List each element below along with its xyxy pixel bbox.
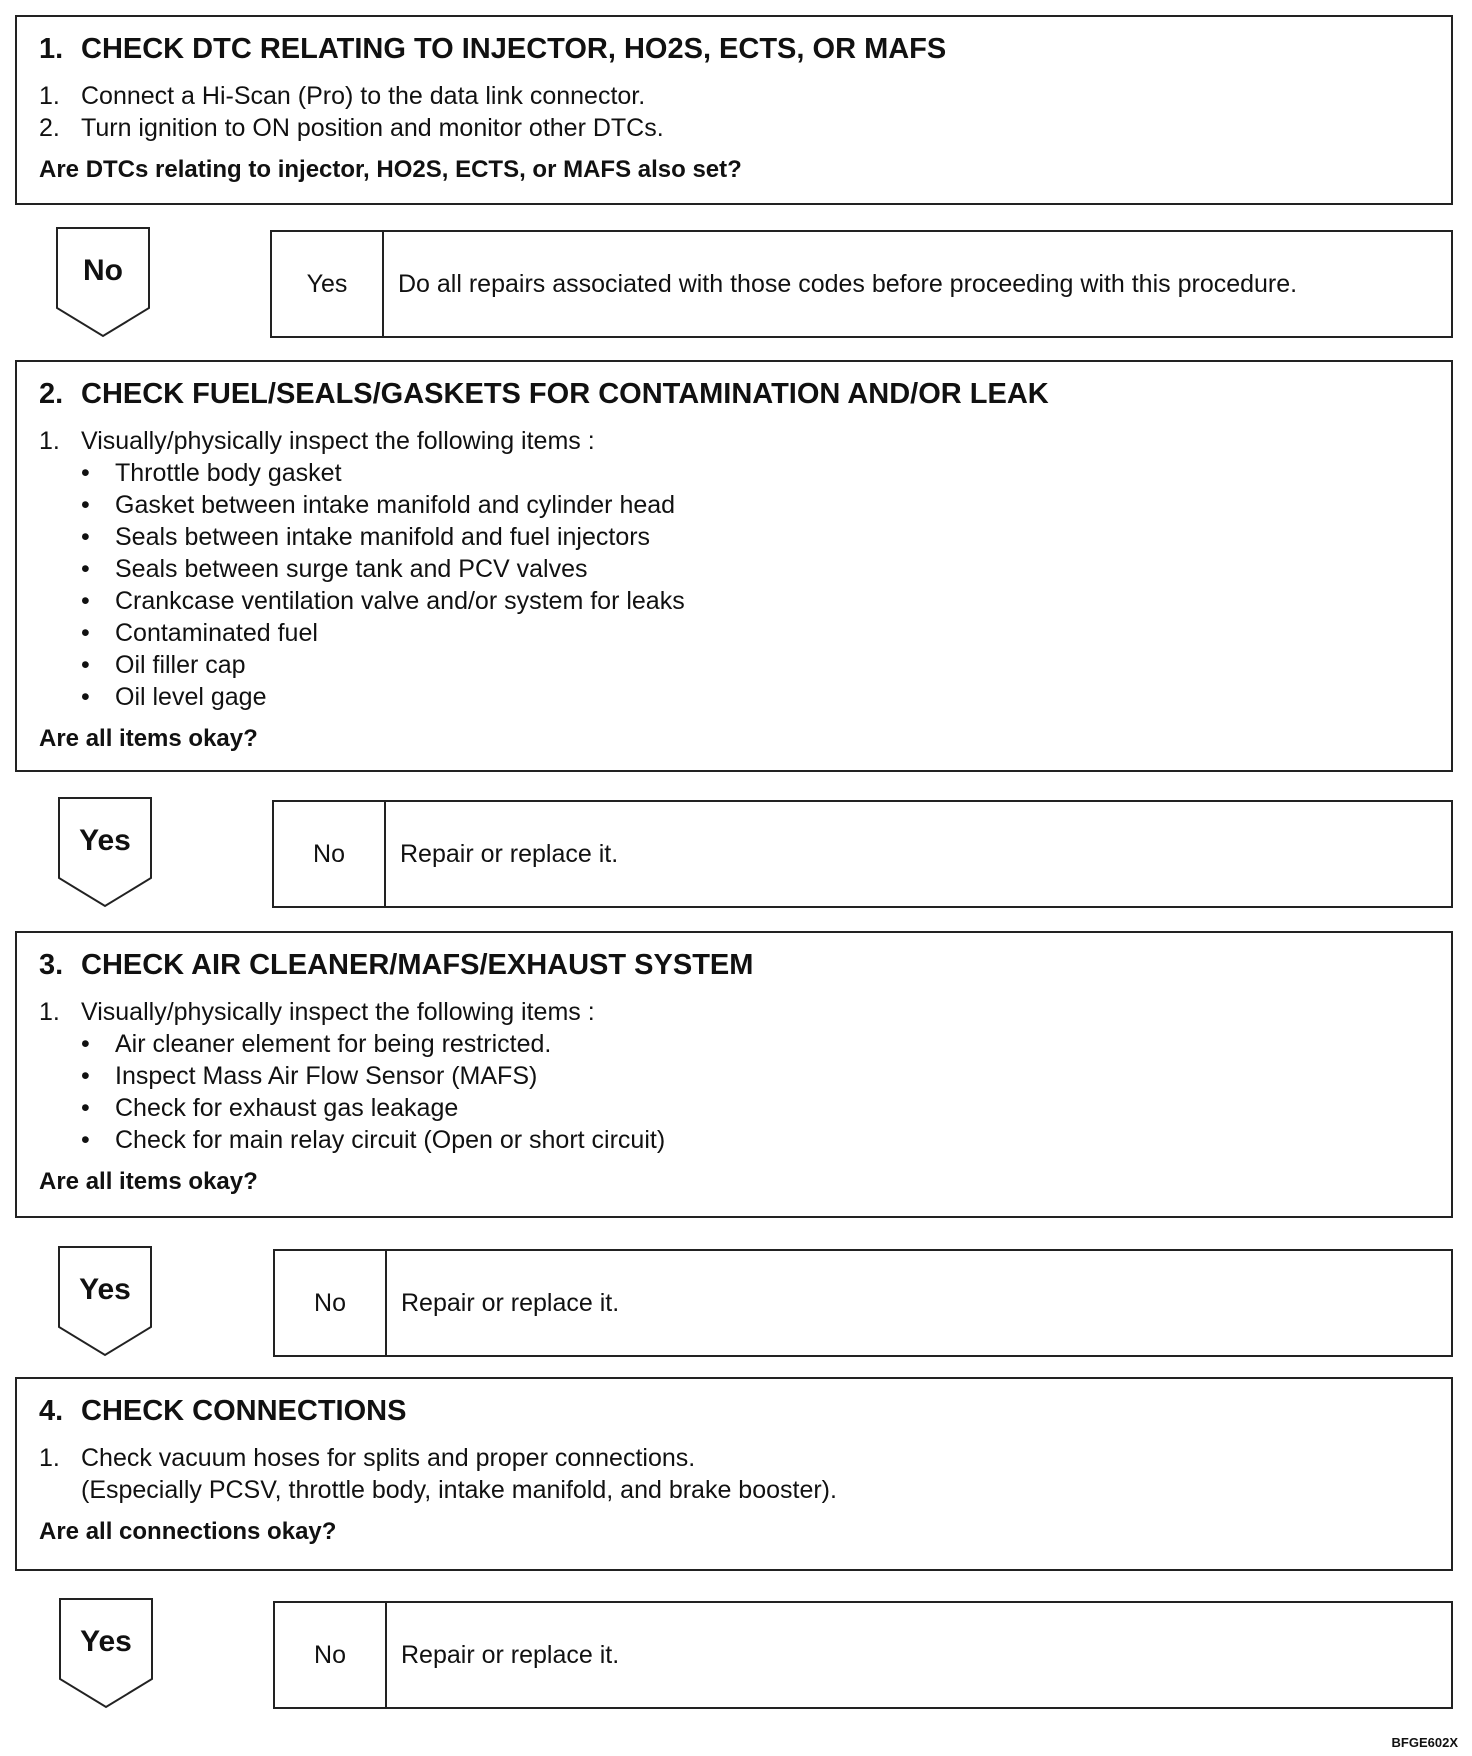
list-item: • Inspect Mass Air Flow Sensor (MAFS) <box>81 1062 538 1090</box>
branch-action: Repair or replace it. <box>401 1640 620 1669</box>
step-title: 4. CHECK CONNECTIONS <box>39 1395 407 1427</box>
list-item: • Oil filler cap <box>81 651 246 679</box>
step-question: Are DTCs relating to injector, HO2S, ECTS, or MAFS also set? <box>39 156 742 183</box>
list-item: • Oil level gage <box>81 683 267 711</box>
step-title: 3. CHECK AIR CLEANER/MAFS/EXHAUST SYSTEM <box>39 949 754 981</box>
decision-arrow <box>58 1597 154 1707</box>
branch-answer: No <box>275 1603 387 1707</box>
step-3-box <box>15 931 1453 1218</box>
step-2-box <box>15 360 1453 772</box>
branch-action: Do all repairs associated with those codes before proceeding with this procedure. <box>398 269 1298 298</box>
branch-answer: No <box>274 802 386 906</box>
arrow-label: No <box>83 254 123 287</box>
list-item: • Seals between intake manifold and fuel injectors <box>81 523 651 551</box>
instruction-line: 1. Connect a Hi-Scan (Pro) to the data link connector. <box>39 82 646 110</box>
branch-action: Repair or replace it. <box>401 1288 620 1317</box>
instruction-line: 2. Turn ignition to ON position and monitor other DTCs. <box>39 114 664 142</box>
instruction-line: 1. Check vacuum hoses for splits and proper connections. <box>39 1444 696 1472</box>
branch-box <box>273 1601 1453 1709</box>
branch-box <box>270 230 1453 338</box>
decision-arrow <box>57 1245 153 1355</box>
list-item: • Gasket between intake manifold and cylinder head <box>81 491 676 519</box>
list-item: • Seals between surge tank and PCV valves <box>81 555 588 583</box>
inspection-list <box>81 1028 1429 1156</box>
arrow-label: Yes <box>80 1625 132 1658</box>
branch-answer: No <box>275 1251 387 1355</box>
inspection-list <box>81 457 1429 713</box>
list-item: • Check for exhaust gas leakage <box>81 1094 459 1122</box>
step-4-box <box>15 1377 1453 1571</box>
list-item: • Throttle body gasket <box>81 459 342 487</box>
instruction-line: (Especially PCSV, throttle body, intake manifold, and brake booster). <box>81 1476 837 1504</box>
step-title: 2. CHECK FUEL/SEALS/GASKETS FOR CONTAMINATION AND/OR LEAK <box>39 378 1049 410</box>
step-question: Are all items okay? <box>39 1168 258 1195</box>
list-item: • Check for main relay circuit (Open or short circuit) <box>81 1126 666 1154</box>
step-question: Are all items okay? <box>39 725 258 752</box>
step-question: Are all connections okay? <box>39 1518 337 1545</box>
decision-arrow <box>55 226 151 336</box>
branch-action: Repair or replace it. <box>400 839 619 868</box>
list-item: • Air cleaner element for being restricted. <box>81 1030 552 1058</box>
list-item: • Contaminated fuel <box>81 619 318 647</box>
step-1-box <box>15 15 1453 205</box>
figure-code: BFGE602X <box>1391 1735 1458 1750</box>
branch-box <box>272 800 1453 908</box>
step-title: 1. CHECK DTC RELATING TO INJECTOR, HO2S, ECTS, OR MAFS <box>39 33 947 65</box>
arrow-label: Yes <box>79 824 131 857</box>
instruction-line: 1. Visually/physically inspect the following items : <box>39 427 595 455</box>
branch-box <box>273 1249 1453 1357</box>
list-item: • Crankcase ventilation valve and/or system for leaks <box>81 587 685 615</box>
arrow-label: Yes <box>79 1273 131 1306</box>
branch-answer: Yes <box>272 232 384 336</box>
instruction-line: 1. Visually/physically inspect the following items : <box>39 998 595 1026</box>
decision-arrow <box>57 796 153 906</box>
